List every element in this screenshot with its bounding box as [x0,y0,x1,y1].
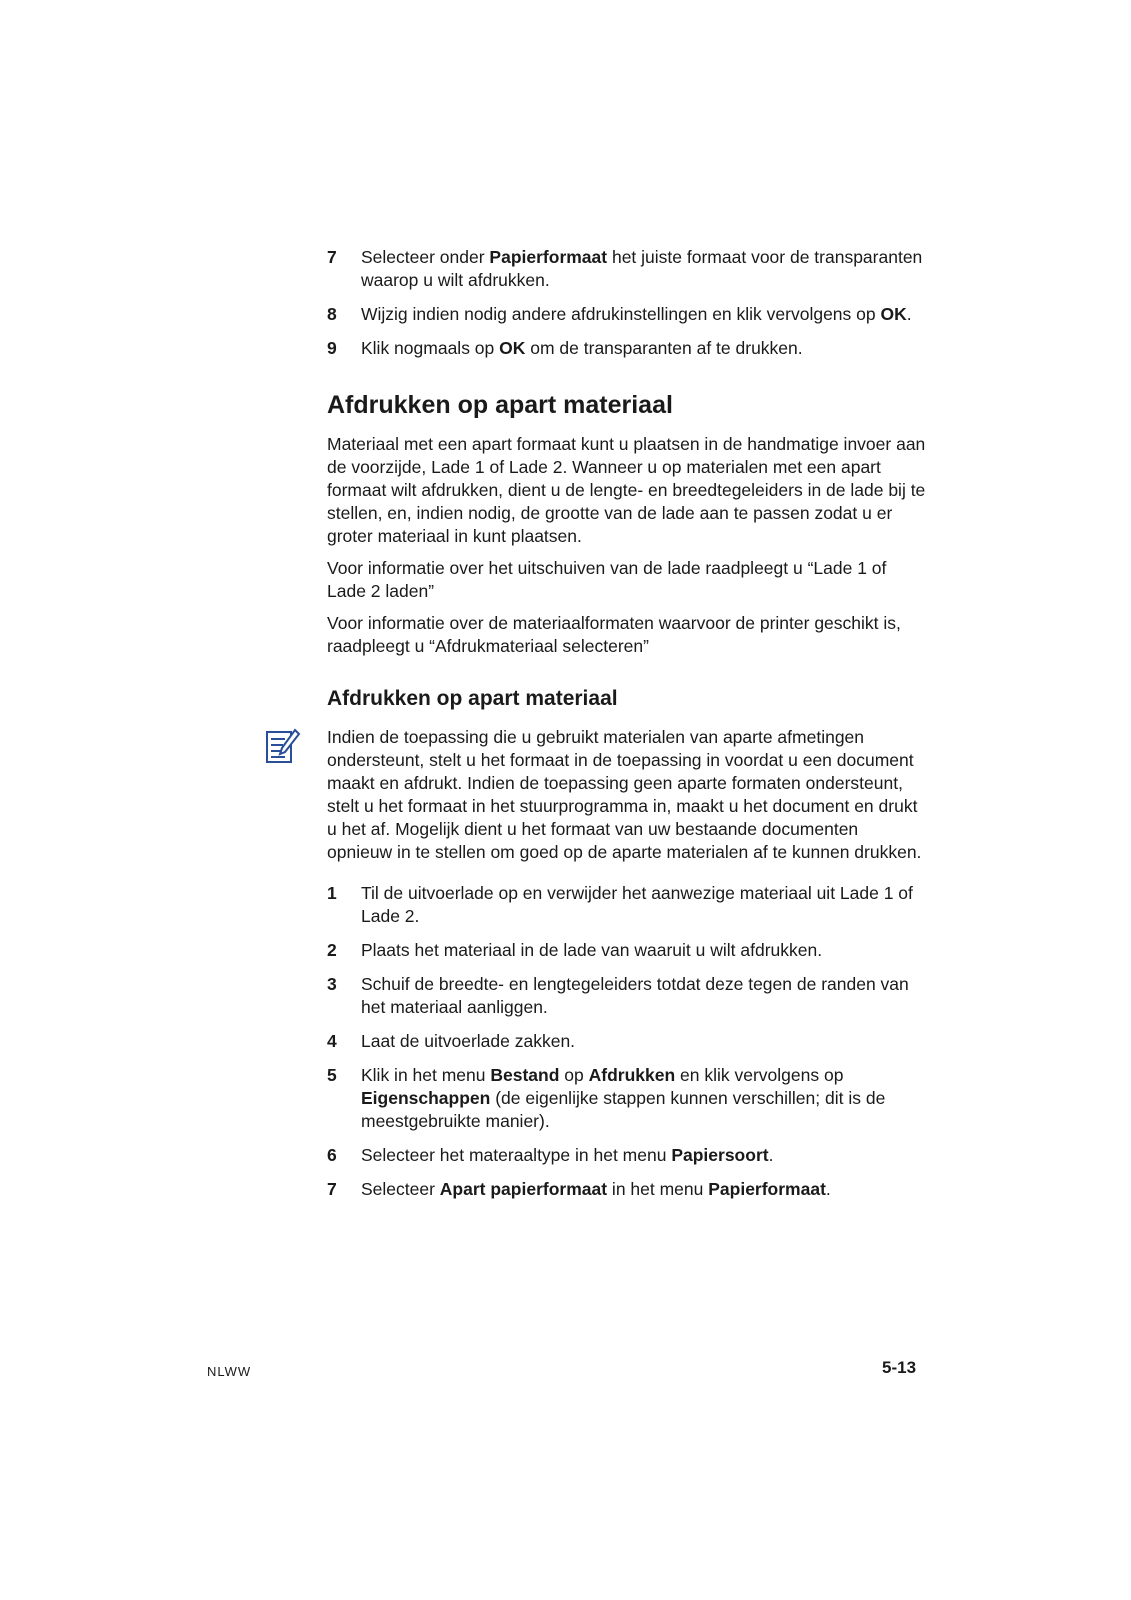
paragraph-intro: Materiaal met een apart formaat kunt u plaatsen in de handmatige invoer aan de voorzijde, Lade 1 of Lade 2. Wanneer u op materialen met een apart formaat wilt afdrukken, dient u de lengte- en breedtegeleiders in de lade bij te stellen, en, indien nodig, de grootte van de lade aan te passen zodat u er groter materiaal in kunt plaatsen. [327,434,926,546]
step-text [361,1178,927,1201]
step-text-run: Selecteer [361,1179,440,1199]
list-item [327,1030,927,1053]
list-item [327,973,927,1019]
step-text-run: het juiste formaat voor de transparanten waarop u wilt afdrukken. [361,247,923,290]
step-text-run: Schuif de breedte- en lengtegeleiders totdat deze tegen de randen van het materiaal aanliggen. [361,974,909,1017]
footer-language-code: NLWW [207,1364,252,1379]
step-text-run: Wijzig indien nodig andere afdrukinstellingen en klik vervolgens op [361,304,881,324]
step-number: 2 [327,940,337,960]
step-text-run: en klik vervolgens op [675,1065,844,1085]
list-item [327,1178,927,1201]
step-text [361,303,927,326]
step-text [361,1144,927,1167]
step-text-run: Klik nogmaals op [361,338,500,358]
note-pencil-icon [265,726,301,764]
list-item [327,882,927,928]
step-number: 7 [327,247,337,267]
step-text-run: om de transparanten af te drukken. [525,338,803,358]
step-number: 3 [327,974,337,994]
list-item [327,303,927,326]
step-text-run: Til de uitvoerlade op en verwijder het aanwezige materiaal uit Lade 1 of Lade 2. [361,883,913,926]
step-text-bold: Papierformaat [489,247,608,267]
list-item [327,1064,927,1133]
step-number: 5 [327,1065,337,1085]
step-text-bold: Papiersoort [671,1145,769,1165]
step-text-bold: Bestand [490,1065,560,1085]
list-item [327,939,927,962]
step-number: 1 [327,883,337,903]
note-block [327,726,927,864]
step-text-run: (de eigenlijke stappen kunnen verschillen; dit is de meestgebruikte manier). [361,1088,886,1131]
step-number: 4 [327,1031,337,1051]
step-text-run: Laat de uitvoerlade zakken. [361,1031,576,1051]
step-number: 9 [327,338,337,358]
subsection-heading: Afdrukken op apart materiaal [327,687,618,710]
step-text [361,1030,927,1053]
step-text-run: . [768,1145,774,1165]
list-item [327,246,927,292]
steps-list-top [327,246,927,360]
step-text-bold: Afdrukken [588,1065,676,1085]
step-number: 8 [327,304,337,324]
step-number: 6 [327,1145,337,1165]
step-text-bold: OK [499,338,526,358]
step-text-run: in het menu [607,1179,709,1199]
step-text-run: . [906,304,912,324]
step-text [361,337,927,360]
step-text-run: Selecteer onder [361,247,490,267]
list-item [327,337,927,360]
note-text: Indien de toepassing die u gebruikt materialen van aparte afmetingen ondersteunt, stelt u het formaat in de toepassing in voordat u een document maakt en afdrukt. Indien de toepassing geen aparte formaten ondersteunt, stelt u het formaat in het stuurprogramma in, maakt u het document en drukt u het af. Mogelijk dient u het formaat van uw bestaande documenten opnieuw in te stellen om goed op de aparte materialen af te kunnen drukken. [327,727,922,862]
paragraph-media-info: Voor informatie over de materiaalformaten waarvoor de printer geschikt is, raadpleegt u “Afdrukmateriaal selecteren” [327,613,901,656]
step-text-run: Klik in het menu [361,1065,491,1085]
step-text-bold: OK [880,304,907,324]
step-text [361,246,927,292]
paragraph-tray-info: Voor informatie over het uitschuiven van de lade raadpleegt u “Lade 1 of Lade 2 laden” [327,558,887,601]
step-text [361,939,927,962]
steps-list-bottom [327,882,927,1201]
step-number: 7 [327,1179,337,1199]
step-text-bold: Apart papierformaat [439,1179,608,1199]
step-text [361,1064,927,1133]
step-text-bold: Eigenschappen [361,1088,491,1108]
step-text-bold: Papierformaat [708,1179,826,1199]
section-heading: Afdrukken op apart materiaal [327,391,673,419]
step-text-run: op [559,1065,589,1085]
step-text-run: Plaats het materiaal in de lade van waaruit u wilt afdrukken. [361,940,823,960]
page-number: 5-13 [882,1358,917,1377]
step-text [361,973,927,1019]
step-text [361,882,927,928]
step-text-run: Selecteer het materaaltype in het menu [361,1145,672,1165]
list-item [327,1144,927,1167]
step-text-run: . [825,1179,831,1199]
page-content [327,246,927,1212]
